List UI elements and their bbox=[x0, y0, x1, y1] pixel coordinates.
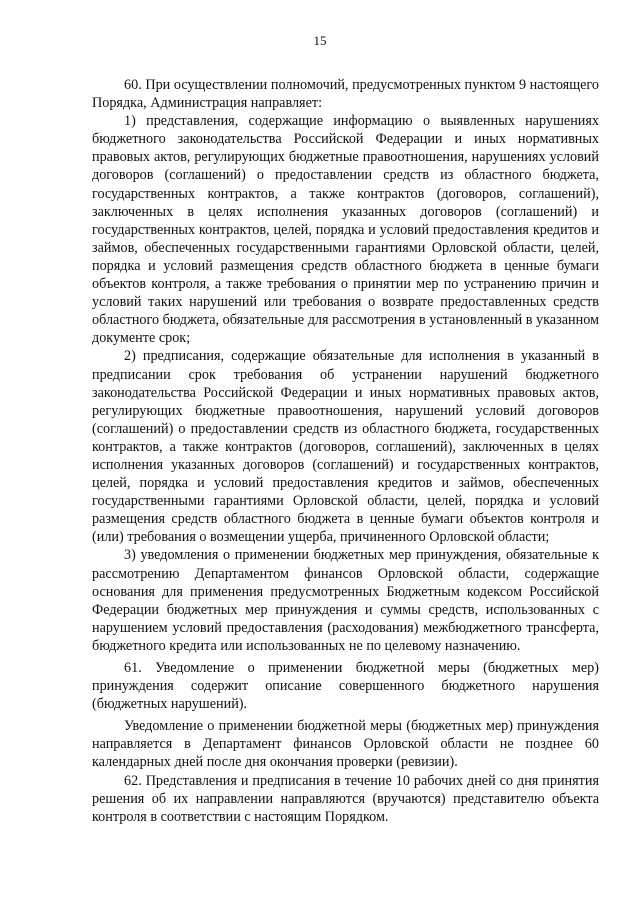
paragraph-60-intro: 60. При осуществлении полномочий, предусмотренных пунктом 9 настоящего Порядка, Администрация направляет: bbox=[92, 77, 599, 112]
paragraph-61: 61. Уведомление о применении бюджетной меры (бюджетных мер) принуждения содержит описание совершенного бюджетного нарушения (бюджетных нарушений). bbox=[92, 660, 599, 713]
page-number: 15 bbox=[313, 33, 327, 48]
paragraph-60-item-3: 3) уведомления о применении бюджетных мер принуждения, обязательные к рассмотрению Департаментом финансов Орловской области, содержащие основания для применения предусмотренных Бюджетным кодексом Российской Федерации бюджетных мер принуждения и суммы средств, использованных с нарушением условий предоставления (расходования) межбюджетного трансферта, бюджетного кредита или использованных не по целевому назначению. bbox=[92, 547, 599, 654]
document-body bbox=[92, 76, 599, 826]
paragraph-62: 62. Представления и предписания в течение 10 рабочих дней со дня принятия решения об их направлении направляются (вручаются) представителю объекта контроля в соответствии с настоящим Порядком. bbox=[92, 772, 599, 825]
paragraph-61-notice: Уведомление о применении бюджетной меры (бюджетных мер) принуждения направляется в Департамент финансов Орловской области не позднее 60 календарных дней после дня окончания проверки (ревизии). bbox=[92, 718, 599, 771]
paragraph-60-item-2: 2) предписания, содержащие обязательные для исполнения в указанный в предписании срок требования об устранении нарушений бюджетного законодательства Российской Федерации и иных нормативных правовых актов, регулирующих бюджетные правоотношения, нарушений условий договоров (соглашений) о предоставлении средств из областного бюджета, государственных контрактов, а также контрактов (договоров, соглашений), заключенных в целях исполнения указанных договоров (соглашений) и государственных контрактов, целей, порядка и условий предоставления кредитов и займов, обеспеченных государственными гарантиями Орловской области, целей, порядка и условий размещения средств областного бюджета в ценные бумаги объектов контроля и (или) требования о возмещении ущерба, причиненного Орловской области; bbox=[92, 348, 599, 546]
paragraph-60-item-1: 1) представления, содержащие информацию о выявленных нарушениях бюджетного законодательства Российской Федерации и иных нормативных правовых актов, регулирующих бюджетные правоотношения, нарушениях условий договоров (соглашений) о предоставлении средств из областного бюджета, государственных контрактов, а также контрактов (договоров, соглашений), заключенных в целях исполнения указанных договоров (соглашений) и государственных контрактов, целей, порядка и условий предоставления кредитов и займов, обеспеченных государственными гарантиями Орловской области, целей, порядка и условий размещения средств областного бюджета в ценные бумаги объектов контроля, а также требования о принятии мер по устранению причин и условий таких нарушений или требования о возврате предоставленных средств областного бюджета, обязательные для рассмотрения в установленный в указанном документе срок; bbox=[92, 113, 599, 347]
